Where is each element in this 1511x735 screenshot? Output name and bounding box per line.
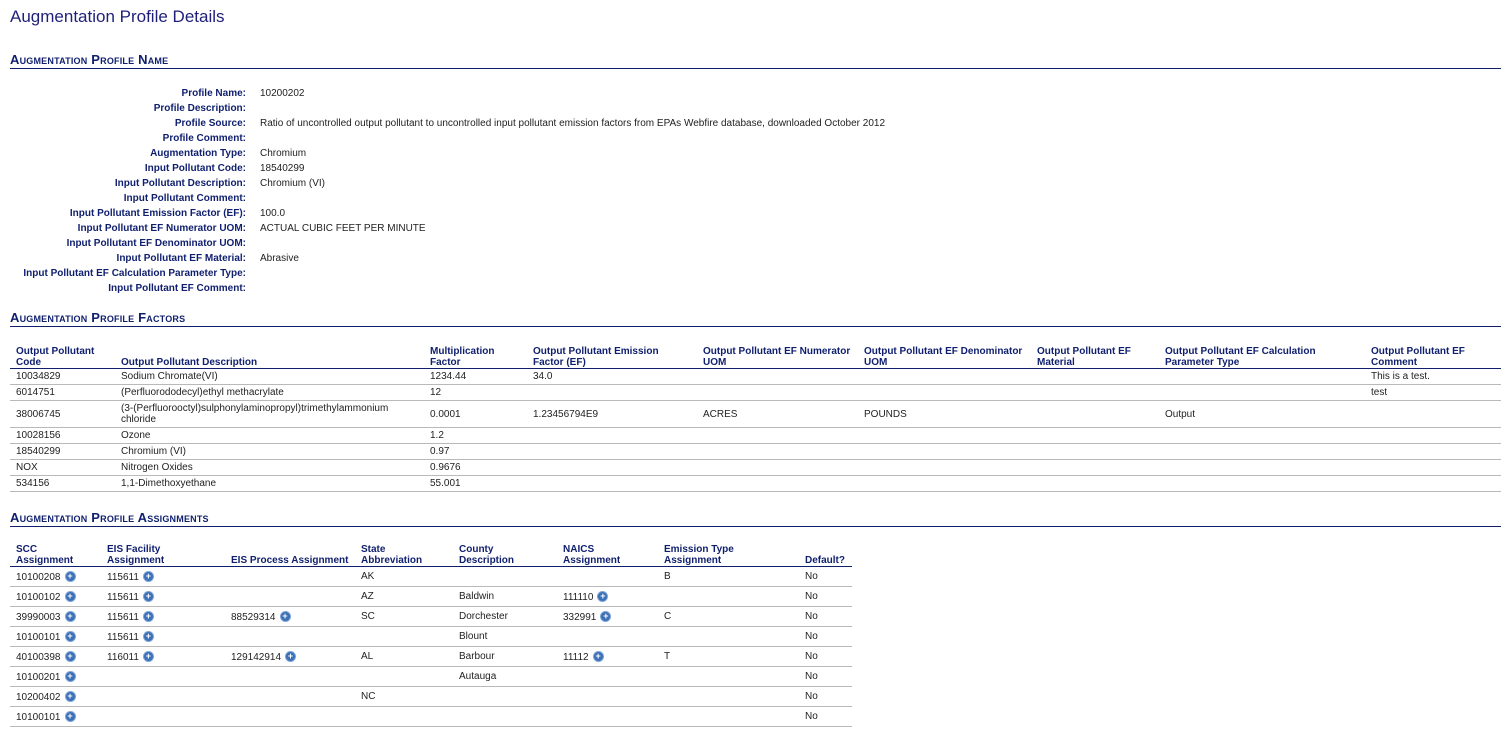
detail-row xyxy=(10,146,885,161)
assignments-table-row xyxy=(10,627,852,647)
assignment-value: 10100101 xyxy=(16,631,61,643)
section-title-profile-assignments: Augmentation Profile Assignments xyxy=(10,510,1501,527)
assignments-table-cell xyxy=(10,607,101,627)
detail-value xyxy=(260,131,885,146)
assignments-table-cell xyxy=(658,567,799,587)
factors-table-cell xyxy=(1159,476,1365,492)
detail-value: 100.0 xyxy=(260,208,286,219)
assignment-value: No xyxy=(805,671,818,682)
assignment-value: AK xyxy=(361,571,375,582)
detail-row xyxy=(10,161,885,176)
factors-table-cell xyxy=(1159,385,1365,401)
factors-table-cell xyxy=(1031,428,1159,444)
factors-table-cell xyxy=(1365,444,1501,460)
assignment-value: No xyxy=(805,571,818,582)
assignments-table-cell xyxy=(453,567,557,587)
assignment-value: No xyxy=(805,591,818,602)
assignments-table-cell xyxy=(225,607,355,627)
assignment-value: SC xyxy=(361,611,375,622)
factors-table-cell xyxy=(527,385,697,401)
assignments-table-row xyxy=(10,667,852,687)
detail-row xyxy=(10,221,885,236)
detail-row xyxy=(10,116,885,131)
assignments-table-cell xyxy=(557,647,658,667)
profile-details xyxy=(10,86,885,296)
factors-table-cell: Nitrogen Oxides xyxy=(115,460,424,476)
factors-table-cell: Ozone xyxy=(115,428,424,444)
assignments-table-cell xyxy=(557,667,658,687)
assignment-value: 10200402 xyxy=(16,691,61,703)
factors-column-header[interactable]: Output Pollutant Emission Factor (EF) xyxy=(527,346,697,369)
factors-table-cell: 55.001 xyxy=(424,476,527,492)
assignment-value: C xyxy=(664,611,672,622)
assignments-table-cell xyxy=(658,627,799,647)
assignments-column-header[interactable]: County Description xyxy=(453,544,557,567)
assignments-table-cell xyxy=(557,707,658,727)
assignments-table-cell xyxy=(101,647,225,667)
assignments-table-cell xyxy=(658,667,799,687)
assignments-table-row xyxy=(10,607,852,627)
assignments-table-cell xyxy=(799,627,852,647)
assignments-table-cell xyxy=(453,647,557,667)
assignments-table-cell xyxy=(658,607,799,627)
assignment-value: Blount xyxy=(459,631,488,642)
detail-value xyxy=(260,236,885,251)
factors-table-row xyxy=(10,460,1501,476)
plus-circle-icon[interactable]: + xyxy=(143,591,154,602)
factors-column-header[interactable]: Output Pollutant EF Comment xyxy=(1365,346,1501,369)
assignment-value: 10100102 xyxy=(16,591,61,603)
factors-table-cell: 1,1-Dimethoxyethane xyxy=(115,476,424,492)
factors-table-cell xyxy=(527,444,697,460)
factors-table-cell: Output xyxy=(1159,401,1365,428)
assignments-table-cell xyxy=(557,627,658,647)
factors-table-row xyxy=(10,385,1501,401)
factors-table-cell xyxy=(1365,476,1501,492)
factors-table-cell: 1.2 xyxy=(424,428,527,444)
assignments-table-cell xyxy=(225,567,355,587)
detail-row xyxy=(10,86,885,101)
assignments-table-cell xyxy=(101,627,225,647)
assignments-table-cell xyxy=(355,667,453,687)
assignments-table-cell xyxy=(355,687,453,707)
plus-circle-icon[interactable]: + xyxy=(593,651,604,662)
assignments-table-cell xyxy=(10,567,101,587)
factors-table-cell: 10034829 xyxy=(10,369,115,385)
factors-table-row xyxy=(10,428,1501,444)
assignment-value: NC xyxy=(361,691,376,702)
detail-value: ACTUAL CUBIC FEET PER MINUTE xyxy=(260,223,426,234)
assignments-table-row xyxy=(10,687,852,707)
assignments-table-cell xyxy=(453,707,557,727)
factors-table-cell xyxy=(527,476,697,492)
factors-table-row xyxy=(10,444,1501,460)
factors-table-cell: (3-(Perfluorooctyl)sulphonylaminopropyl)trimethylammonium chloride xyxy=(115,401,424,428)
assignments-table-cell xyxy=(225,707,355,727)
assignment-value: 116011 xyxy=(107,651,139,663)
plus-circle-icon[interactable]: + xyxy=(280,611,291,622)
factors-table xyxy=(10,346,1501,492)
detail-label: Input Pollutant Comment: xyxy=(123,193,246,204)
assignments-table-cell xyxy=(355,567,453,587)
factors-table-cell: Sodium Chromate(VI) xyxy=(115,369,424,385)
factors-table-cell: 0.0001 xyxy=(424,401,527,428)
plus-circle-icon[interactable]: + xyxy=(143,611,154,622)
plus-circle-icon[interactable]: + xyxy=(65,571,76,582)
detail-row xyxy=(10,191,885,206)
assignment-value: 10100101 xyxy=(16,711,61,723)
assignments-table-cell xyxy=(101,607,225,627)
assignment-value: 88529314 xyxy=(231,611,276,623)
assignment-value: Autauga xyxy=(459,671,497,682)
assignments-column-header[interactable]: EIS Facility Assignment xyxy=(101,544,225,567)
assignments-column-header[interactable]: NAICS Assignment xyxy=(557,544,658,567)
assignments-column-header[interactable]: EIS Process Assignment xyxy=(225,544,355,567)
assignment-value: 39990003 xyxy=(16,611,61,623)
assignments-table-cell xyxy=(799,587,852,607)
factors-table-cell: 0.9676 xyxy=(424,460,527,476)
assignments-table-cell xyxy=(799,567,852,587)
factors-table-cell: 534156 xyxy=(10,476,115,492)
assignment-value: No xyxy=(805,651,818,662)
factors-table-cell xyxy=(858,444,1031,460)
factors-table-row xyxy=(10,369,1501,385)
assignments-table-cell xyxy=(799,607,852,627)
assignments-column-header[interactable]: SCC Assignment xyxy=(10,544,101,567)
assignment-value: 111110 xyxy=(563,591,594,603)
assignments-table-row xyxy=(10,647,852,667)
assignment-value: AZ xyxy=(361,591,374,602)
plus-circle-icon[interactable]: + xyxy=(65,611,76,622)
plus-circle-icon[interactable]: + xyxy=(600,611,611,622)
factors-table-cell: POUNDS xyxy=(858,401,1031,428)
assignments-table-cell xyxy=(557,687,658,707)
assignment-value: 115611 xyxy=(107,611,139,623)
assignments-table-cell xyxy=(101,707,225,727)
factors-table-cell xyxy=(1159,444,1365,460)
assignments-table-cell xyxy=(658,647,799,667)
page-title: Augmentation Profile Details xyxy=(10,7,225,26)
plus-circle-icon[interactable]: + xyxy=(597,591,608,602)
assignments-table-cell xyxy=(658,587,799,607)
detail-row xyxy=(10,101,885,116)
factors-column-header[interactable]: Output Pollutant EF Denominator UOM xyxy=(858,346,1031,369)
assignments-table-cell xyxy=(101,587,225,607)
plus-circle-icon[interactable]: + xyxy=(65,691,76,702)
assignments-table-cell xyxy=(557,587,658,607)
factors-table-cell: 6014751 xyxy=(10,385,115,401)
factors-table-cell xyxy=(858,476,1031,492)
detail-label: Profile Comment: xyxy=(162,133,246,144)
factors-table-cell xyxy=(1031,444,1159,460)
detail-label: Profile Description: xyxy=(153,103,246,114)
section-title-profile-factors: Augmentation Profile Factors xyxy=(10,310,1501,327)
assignments-table-cell xyxy=(355,707,453,727)
assignment-value: 332991 xyxy=(563,611,597,623)
factors-table-cell: test xyxy=(1365,385,1501,401)
factors-table-cell xyxy=(1031,401,1159,428)
factors-column-header[interactable]: Output Pollutant Description xyxy=(115,346,424,369)
detail-row xyxy=(10,236,885,251)
factors-table-cell xyxy=(697,476,858,492)
detail-value xyxy=(260,266,885,281)
detail-value: Chromium (VI) xyxy=(260,178,326,189)
assignment-value: Dorchester xyxy=(459,611,508,622)
assignments-table-cell xyxy=(799,667,852,687)
factors-table-cell xyxy=(527,460,697,476)
factors-column-header[interactable]: Multiplication Factor xyxy=(424,346,527,369)
assignments-table-cell xyxy=(225,647,355,667)
assignment-value: 129142914 xyxy=(231,651,282,663)
factors-table-cell xyxy=(858,460,1031,476)
factors-table-cell: (Perfluorododecyl)ethyl methacrylate xyxy=(115,385,424,401)
assignments-table-row xyxy=(10,587,852,607)
assignments-table-cell xyxy=(355,647,453,667)
factors-table-cell xyxy=(697,460,858,476)
detail-label: Input Pollutant EF Calculation Parameter Type: xyxy=(23,268,246,279)
assignments-table-cell xyxy=(10,687,101,707)
assignments-table-cell xyxy=(10,627,101,647)
factors-table-row xyxy=(10,476,1501,492)
factors-column-header[interactable]: Output Pollutant EF Numerator UOM xyxy=(697,346,858,369)
assignment-value: 10100208 xyxy=(16,571,61,583)
assignments-table-cell xyxy=(453,627,557,647)
assignments-table-cell xyxy=(557,567,658,587)
assignment-value: 10100201 xyxy=(16,671,61,683)
detail-label: Input Pollutant EF Material: xyxy=(116,253,246,264)
factors-table-cell xyxy=(1159,369,1365,385)
assignments-table-cell xyxy=(453,587,557,607)
factors-table-cell: 1.23456794E9 xyxy=(527,401,697,428)
assignments-table-cell xyxy=(355,607,453,627)
factors-table-cell: 10028156 xyxy=(10,428,115,444)
detail-value: Abrasive xyxy=(260,253,299,264)
assignments-column-header[interactable]: Emission Type Assignment xyxy=(658,544,799,567)
assignments-table-cell xyxy=(225,687,355,707)
assignment-value: 115611 xyxy=(107,571,139,583)
assignments-table-cell xyxy=(453,667,557,687)
factors-table-cell xyxy=(1365,401,1501,428)
assignments-table-cell xyxy=(658,707,799,727)
plus-circle-icon[interactable]: + xyxy=(65,671,76,682)
factors-table-cell xyxy=(858,385,1031,401)
assignments-table-cell xyxy=(10,707,101,727)
factors-table-cell xyxy=(858,428,1031,444)
assignments-column-header[interactable]: State Abbreviation xyxy=(355,544,453,567)
assignment-value: Barbour xyxy=(459,651,495,662)
detail-label: Input Pollutant EF Numerator UOM: xyxy=(77,223,246,234)
detail-row xyxy=(10,206,885,221)
plus-circle-icon[interactable]: + xyxy=(65,711,76,722)
assignment-value: Baldwin xyxy=(459,591,495,602)
plus-circle-icon[interactable]: + xyxy=(65,631,76,642)
assignments-table-cell xyxy=(101,667,225,687)
assignments-table-cell xyxy=(10,587,101,607)
detail-value: 10200202 xyxy=(260,88,305,99)
factors-table-cell xyxy=(697,444,858,460)
assignment-value: 11112 xyxy=(563,651,589,663)
detail-value: Ratio of uncontrolled output pollutant to uncontrolled input pollutant emission factors from EPAs Webfire database, downloaded October 2012 xyxy=(260,118,886,129)
assignments-table-cell xyxy=(10,667,101,687)
assignments-table xyxy=(10,544,852,727)
assignment-value: 40100398 xyxy=(16,651,61,663)
assignments-table-cell xyxy=(355,627,453,647)
assignments-table-cell xyxy=(10,647,101,667)
assignments-table-cell xyxy=(453,607,557,627)
factors-table-cell: ACRES xyxy=(697,401,858,428)
factors-table-cell xyxy=(1365,428,1501,444)
plus-circle-icon[interactable]: + xyxy=(285,651,296,662)
assignments-table-cell xyxy=(799,647,852,667)
factors-table-cell xyxy=(858,369,1031,385)
detail-row xyxy=(10,131,885,146)
assignment-value: No xyxy=(805,611,818,622)
factors-table-cell xyxy=(1159,428,1365,444)
assignment-value: No xyxy=(805,631,818,642)
factors-table-cell xyxy=(697,369,858,385)
assignments-table-cell xyxy=(557,607,658,627)
factors-table-cell xyxy=(1031,369,1159,385)
factors-table-cell: 1234.44 xyxy=(424,369,527,385)
assignments-table-row xyxy=(10,567,852,587)
assignments-table-row xyxy=(10,707,852,727)
detail-value xyxy=(260,191,885,206)
assignments-table-cell xyxy=(225,667,355,687)
plus-circle-icon[interactable]: + xyxy=(143,631,154,642)
detail-label: Input Pollutant Description: xyxy=(114,178,246,189)
detail-label: Augmentation Type: xyxy=(150,148,246,159)
factors-column-header[interactable]: Output Pollutant EF Calculation Parameter Type xyxy=(1159,346,1365,369)
detail-label: Input Pollutant Code: xyxy=(144,163,246,174)
detail-value: 18540299 xyxy=(260,163,305,174)
factors-column-header[interactable]: Output Pollutant Code xyxy=(10,346,115,369)
detail-label: Input Pollutant EF Comment: xyxy=(108,283,246,294)
factors-table-cell: 12 xyxy=(424,385,527,401)
factors-table-cell: 0.97 xyxy=(424,444,527,460)
assignment-value: B xyxy=(664,571,671,582)
factors-table-row xyxy=(10,401,1501,428)
plus-circle-icon[interactable]: + xyxy=(65,651,76,662)
detail-label: Profile Name: xyxy=(181,88,246,99)
assignments-column-header[interactable]: Default? xyxy=(799,544,852,567)
assignment-value: AL xyxy=(361,651,374,662)
assignment-value: 115611 xyxy=(107,591,139,603)
assignments-table-cell xyxy=(799,687,852,707)
detail-row xyxy=(10,176,885,191)
detail-label: Input Pollutant EF Denominator UOM: xyxy=(66,238,246,249)
factors-table-cell: Chromium (VI) xyxy=(115,444,424,460)
factors-table-cell xyxy=(1031,476,1159,492)
detail-value xyxy=(260,281,885,296)
plus-circle-icon[interactable]: + xyxy=(143,651,154,662)
factors-table-cell xyxy=(527,428,697,444)
factors-column-header[interactable]: Output Pollutant EF Material xyxy=(1031,346,1159,369)
assignment-value: No xyxy=(805,711,818,722)
factors-table-cell: 38006745 xyxy=(10,401,115,428)
factors-table-cell xyxy=(1159,460,1365,476)
factors-table-cell xyxy=(1365,460,1501,476)
factors-table-cell: This is a test. xyxy=(1365,369,1501,385)
factors-table-cell xyxy=(1031,385,1159,401)
factors-table-cell: 18540299 xyxy=(10,444,115,460)
assignments-table-cell xyxy=(355,587,453,607)
assignments-table-cell xyxy=(225,627,355,647)
detail-row xyxy=(10,281,885,296)
assignments-table-cell xyxy=(225,587,355,607)
detail-label: Profile Source: xyxy=(174,118,246,129)
assignment-value: 115611 xyxy=(107,631,139,643)
detail-row xyxy=(10,251,885,266)
factors-table-cell xyxy=(1031,460,1159,476)
factors-table-cell xyxy=(697,428,858,444)
assignment-value: T xyxy=(664,651,671,662)
assignments-table-cell xyxy=(658,687,799,707)
detail-value: Chromium xyxy=(260,148,307,159)
assignments-table-cell xyxy=(101,687,225,707)
detail-value xyxy=(260,101,885,116)
detail-row xyxy=(10,266,885,281)
plus-circle-icon[interactable]: + xyxy=(143,571,154,582)
assignments-table-cell xyxy=(453,687,557,707)
assignments-table-cell xyxy=(101,567,225,587)
factors-table-cell: 34.0 xyxy=(527,369,697,385)
factors-table-cell: NOX xyxy=(10,460,115,476)
assignment-value: No xyxy=(805,691,818,702)
factors-table-cell xyxy=(697,385,858,401)
detail-label: Input Pollutant Emission Factor (EF): xyxy=(69,208,246,219)
assignments-table-cell xyxy=(799,707,852,727)
plus-circle-icon[interactable]: + xyxy=(65,591,76,602)
section-title-profile-name: Augmentation Profile Name xyxy=(10,52,1501,69)
